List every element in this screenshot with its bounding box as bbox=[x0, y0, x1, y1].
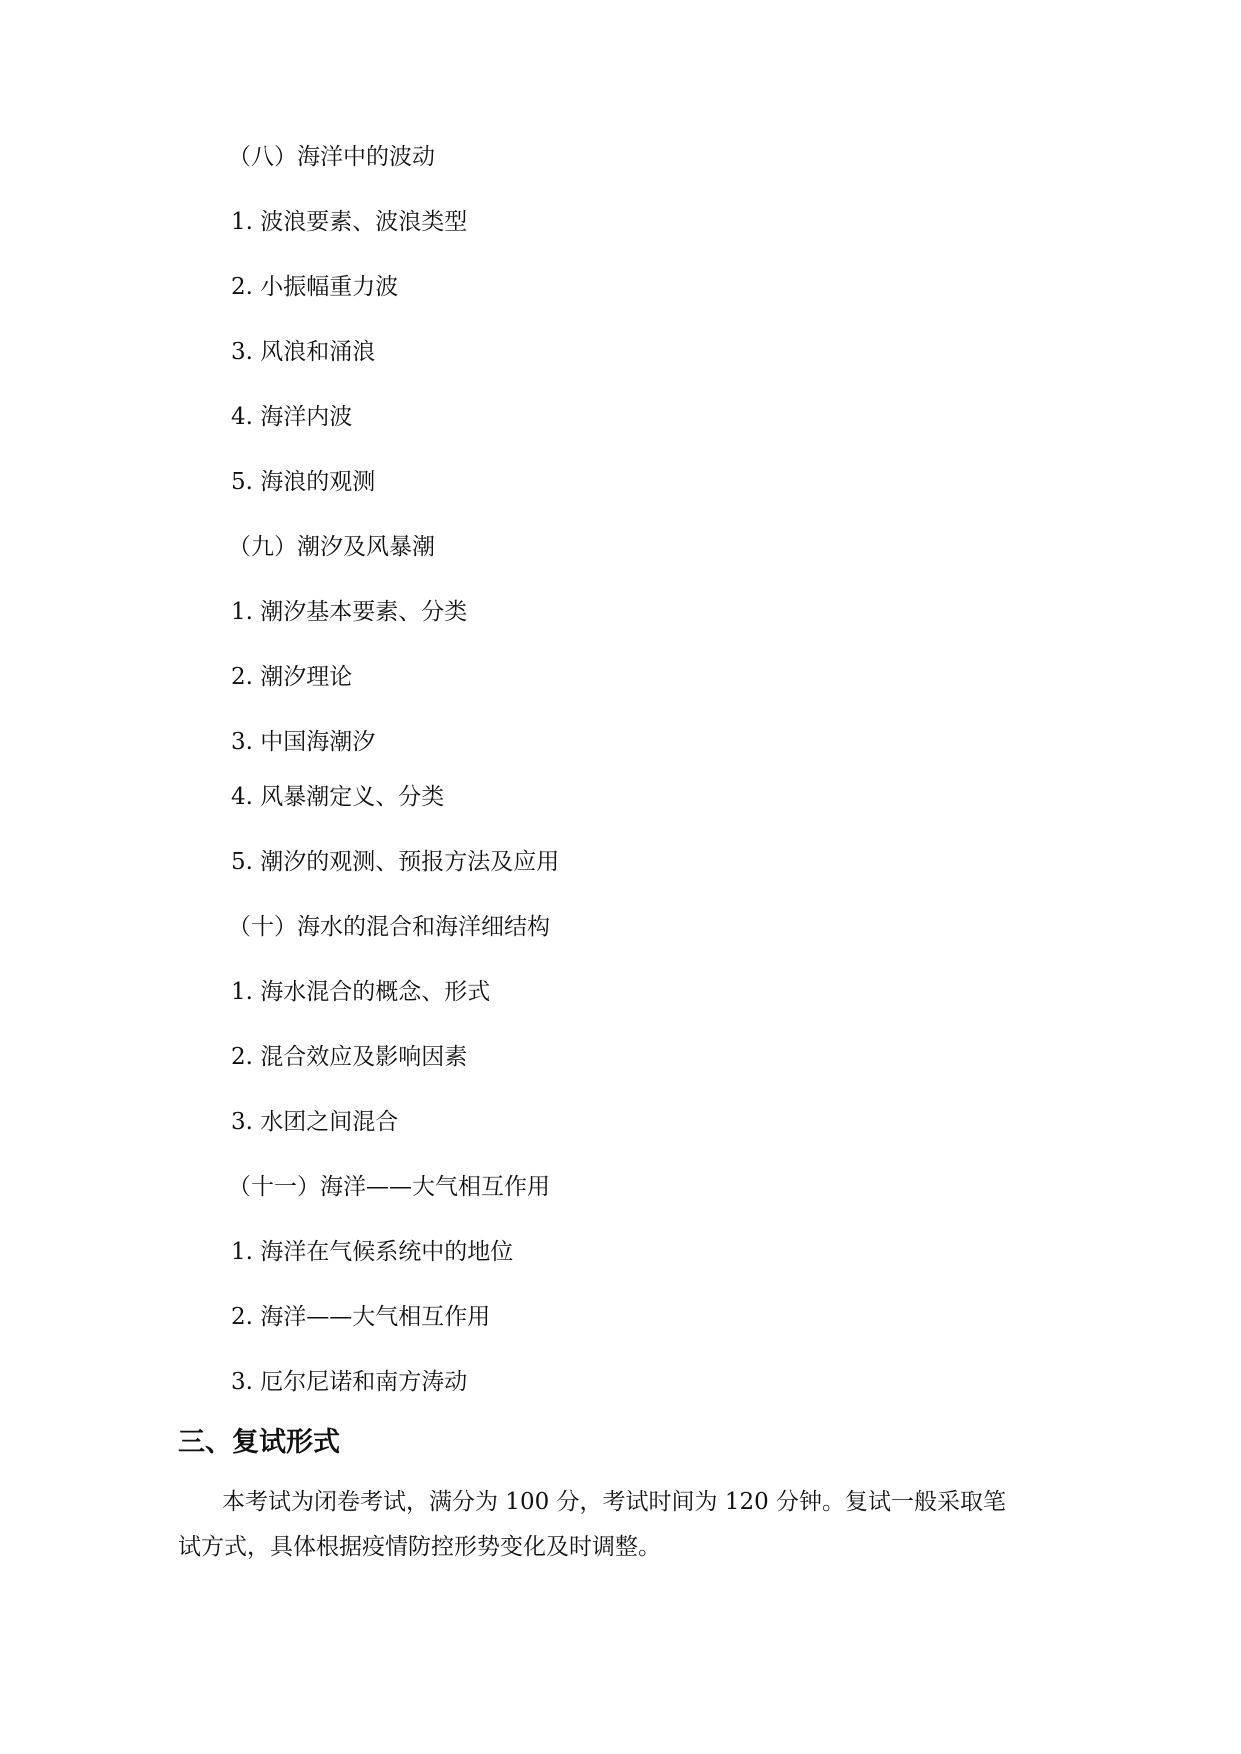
list-item: 5. 潮汐的观测、预报方法及应用 bbox=[231, 849, 560, 875]
list-item: 5. 海浪的观测 bbox=[231, 469, 376, 495]
section-heading-11: （十一）海洋——大气相互作用 bbox=[228, 1174, 550, 1200]
list-item: 1. 潮汐基本要素、分类 bbox=[231, 599, 468, 625]
list-item: 1. 海洋在气候系统中的地位 bbox=[231, 1239, 514, 1265]
list-item: 3. 风浪和涌浪 bbox=[231, 339, 376, 365]
exam-paragraph-line-1: 本考试为闭卷考试，满分为 100 分，考试时间为 120 分钟。复试一般采取笔 bbox=[222, 1489, 1007, 1515]
exam-paragraph-line-2: 试方式，具体根据疫情防控形势变化及时调整。 bbox=[178, 1534, 661, 1560]
list-item: 4. 风暴潮定义、分类 bbox=[231, 784, 445, 810]
list-item: 2. 小振幅重力波 bbox=[231, 274, 399, 300]
section-heading-9: （九）潮汐及风暴潮 bbox=[228, 534, 435, 560]
list-item: 4. 海洋内波 bbox=[231, 404, 353, 430]
list-item: 3. 水团之间混合 bbox=[231, 1109, 399, 1135]
list-item: 3. 厄尔尼诺和南方涛动 bbox=[231, 1369, 468, 1395]
list-item: 1. 波浪要素、波浪类型 bbox=[231, 209, 468, 235]
list-item: 2. 海洋——大气相互作用 bbox=[231, 1304, 491, 1330]
list-item: 2. 潮汐理论 bbox=[231, 664, 353, 690]
section-heading-8: （八）海洋中的波动 bbox=[228, 144, 435, 170]
list-item: 2. 混合效应及影响因素 bbox=[231, 1044, 468, 1070]
list-item: 3. 中国海潮汐 bbox=[231, 729, 376, 755]
list-item: 1. 海水混合的概念、形式 bbox=[231, 979, 491, 1005]
exam-format-heading: 三、复试形式 bbox=[178, 1427, 340, 1458]
section-heading-10: （十）海水的混合和海洋细结构 bbox=[228, 914, 550, 940]
